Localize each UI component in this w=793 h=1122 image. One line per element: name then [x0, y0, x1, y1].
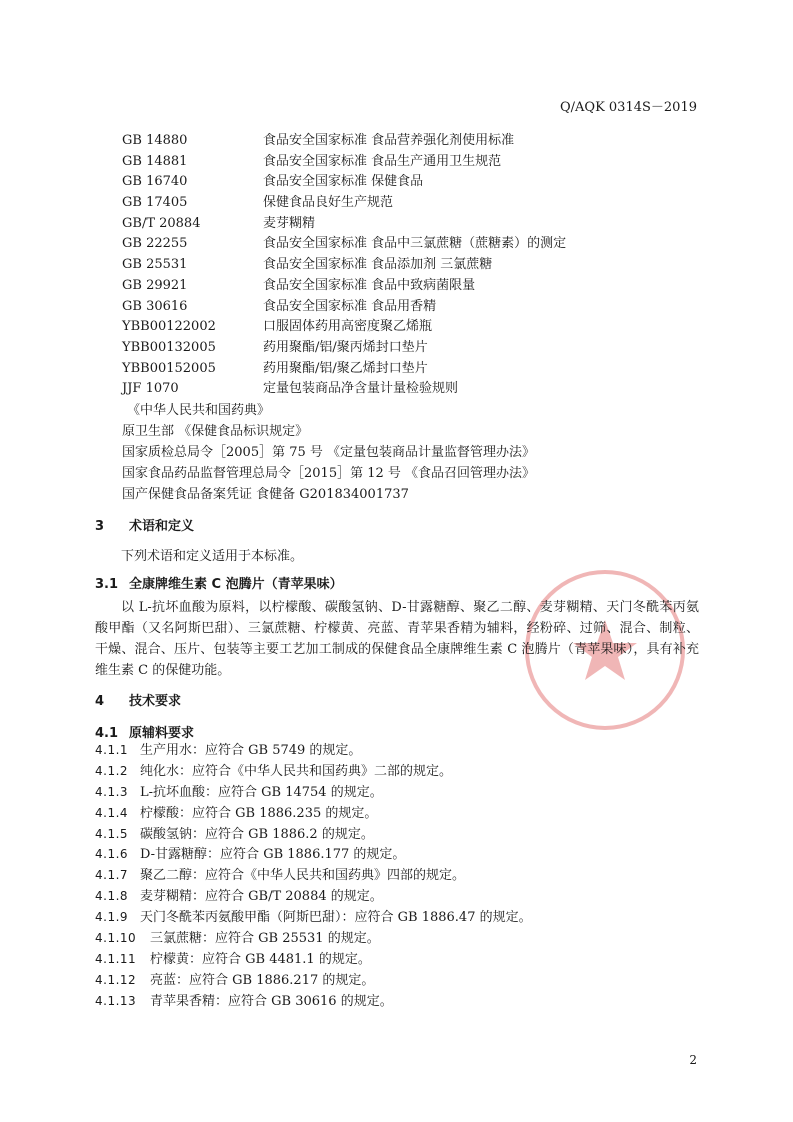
reference-code: GB 22255 — [122, 236, 188, 252]
clause-text: 纯化水：应符合《中华人民共和国药典》二部的规定。 — [140, 763, 453, 779]
clause-number: 4.1.7 — [95, 868, 129, 883]
document-code: Q/AQK 0314S－2019 — [559, 100, 697, 115]
section-intro: 下列术语和定义适用于本标准。 — [121, 549, 304, 564]
reference-row — [122, 276, 682, 297]
reference-row — [122, 359, 682, 380]
clause-number: 4.1.5 — [95, 826, 129, 841]
reference-row — [122, 152, 682, 173]
reference-row — [122, 234, 682, 255]
section-title: 技术要求 — [129, 694, 182, 709]
subsection-title: 原辅料要求 — [129, 726, 195, 741]
clause-text: 聚乙二醇：应符合《中华人民共和国药典》四部的规定。 — [140, 868, 466, 884]
clause-number: 4.1.10 — [95, 931, 137, 946]
subsection-title: 全康牌维生素 C 泡腾片（青苹果味） — [129, 577, 343, 592]
normative-reference-list — [122, 131, 682, 400]
reference-code: GB 25531 — [122, 257, 188, 273]
clause-number: 4.1.8 — [95, 889, 129, 904]
clause-item — [95, 865, 695, 886]
reference-row — [122, 297, 682, 318]
section-number: 4 — [95, 694, 105, 709]
clause-text: 柠檬黄：应符合 GB 4481.1 的规定。 — [150, 951, 371, 967]
clause-text: D-甘露糖醇：应符合 GB 1886.177 的规定。 — [140, 847, 406, 863]
clause-item — [95, 907, 695, 928]
reference-title: 食品安全国家标准 保健食品 — [263, 174, 424, 190]
reference-code: GB 17405 — [122, 195, 188, 211]
clause-text: 生产用水：应符合 GB 5749 的规定。 — [140, 743, 362, 758]
reference-code: YBB00152005 — [122, 360, 216, 376]
reference-code: GB/T 20884 — [122, 215, 201, 231]
reference-code: GB 29921 — [122, 277, 188, 293]
reference-title: 食品安全国家标准 食品中三氯蔗糖（蔗糖素）的测定 — [263, 236, 567, 252]
reference-row — [122, 317, 682, 338]
reference-title: 口服固体药用高密度聚乙烯瓶 — [263, 319, 433, 335]
reference-row — [122, 255, 682, 276]
clause-item — [95, 844, 695, 865]
reference-code: JJF 1070 — [122, 381, 179, 397]
clause-text: 碳酸氢钠：应符合 GB 1886.2 的规定。 — [140, 826, 374, 842]
additional-reference: 国产保健食品备案凭证 食健备 G201834001737 — [122, 486, 409, 502]
additional-reference: 《中华人民共和国药典》 — [127, 403, 271, 418]
reference-row — [122, 379, 682, 400]
clause-number: 4.1.1 — [95, 743, 129, 757]
reference-title: 食品安全国家标准 食品生产通用卫生规范 — [263, 153, 502, 169]
clause-item — [95, 949, 695, 970]
section-heading — [95, 515, 194, 534]
section-title: 术语和定义 — [129, 519, 195, 534]
subsection-number: 3.1 — [95, 577, 119, 592]
section-heading — [95, 690, 181, 709]
additional-reference: 国家质检总局令［2005］第 75 号 《定量包装商品计量监督管理办法》 — [122, 444, 536, 460]
reference-row — [122, 214, 682, 235]
reference-title: 麦芽糊精 — [263, 215, 316, 231]
clause-item — [95, 928, 695, 949]
reference-title: 食品安全国家标准 食品营养强化剂使用标准 — [263, 133, 515, 148]
reference-title: 保健食品良好生产规范 — [263, 195, 394, 211]
clause-item — [95, 886, 695, 907]
clause-text: L-抗坏血酸：应符合 GB 14754 的规定。 — [140, 784, 383, 800]
clause-item — [95, 991, 695, 1012]
additional-reference: 原卫生部 《保健食品标识规定》 — [122, 423, 309, 439]
additional-reference-list — [122, 401, 535, 505]
clause-item — [95, 782, 695, 803]
reference-title: 药用聚酯/铝/聚乙烯封口垫片 — [263, 360, 428, 376]
reference-title: 食品安全国家标准 食品添加剂 三氯蔗糖 — [263, 257, 493, 273]
clause-number: 4.1.13 — [95, 993, 137, 1008]
clause-item — [95, 761, 695, 782]
clause-text: 柠檬酸：应符合 GB 1886.235 的规定。 — [140, 805, 378, 821]
reference-code: YBB00132005 — [122, 339, 216, 355]
clause-text: 麦芽糊精：应符合 GB/T 20884 的规定。 — [140, 889, 383, 905]
subsection-heading — [95, 573, 343, 592]
clause-text: 天门冬酰苯丙氨酸甲酯（阿斯巴甜）：应符合 GB 1886.47 的规定。 — [140, 910, 532, 926]
reference-code: GB 14880 — [122, 133, 188, 148]
clause-number: 4.1.6 — [95, 847, 129, 862]
clause-number: 4.1.12 — [95, 972, 137, 987]
definition-paragraph: 以 L-抗坏血酸为原料，以柠檬酸、碳酸氢钠、D-甘露糖醇、聚乙二醇、麦芽糊精、天门冬酰苯丙氨酸甲酯（又名阿斯巴甜）、三氯蔗糖、柠檬黄、亮蓝、青苹果香精为辅料，经粉碎、过筛、混合、制粒、干燥、混合、压片、包装等主要工艺加工制成的保健食品全康牌维生素 C 泡腾片（青苹果味），具有补充维生素 C 的保健功能。 — [95, 600, 699, 678]
clause-text: 三氯蔗糖：应符合 GB 25531 的规定。 — [150, 931, 380, 947]
clause-number: 4.1.3 — [95, 784, 129, 799]
additional-reference: 国家食品药品监督管理总局令［2015］第 12 号 《食品召回管理办法》 — [122, 465, 536, 481]
reference-title: 药用聚酯/铝/聚丙烯封口垫片 — [263, 339, 428, 355]
subsection-heading — [95, 722, 194, 741]
clause-number: 4.1.9 — [95, 910, 129, 925]
reference-code: GB 16740 — [122, 174, 188, 190]
reference-title: 食品安全国家标准 食品用香精 — [263, 298, 437, 314]
clause-number: 4.1.2 — [95, 763, 129, 778]
reference-code: GB 14881 — [122, 153, 188, 169]
clause-number: 4.1.11 — [95, 951, 137, 966]
reference-code: GB 30616 — [122, 298, 188, 314]
reference-title: 定量包装商品净含量计量检验规则 — [263, 381, 459, 397]
section-number: 3 — [95, 519, 105, 534]
clause-item — [95, 740, 695, 761]
raw-material-clause-list — [95, 740, 695, 1012]
reference-row — [122, 131, 682, 152]
clause-item — [95, 824, 695, 845]
clause-text: 亮蓝：应符合 GB 1886.217 的规定。 — [150, 972, 375, 988]
page-number: 2 — [689, 1053, 697, 1067]
clause-number: 4.1.4 — [95, 805, 129, 820]
reference-row — [122, 193, 682, 214]
reference-title: 食品安全国家标准 食品中致病菌限量 — [263, 277, 476, 293]
clause-item — [95, 803, 695, 824]
reference-row — [122, 338, 682, 359]
reference-code: YBB00122002 — [122, 319, 216, 335]
subsection-number: 4.1 — [95, 726, 119, 741]
clause-text: 青苹果香精：应符合 GB 30616 的规定。 — [150, 993, 393, 1009]
clause-item — [95, 970, 695, 991]
reference-row — [122, 172, 682, 193]
